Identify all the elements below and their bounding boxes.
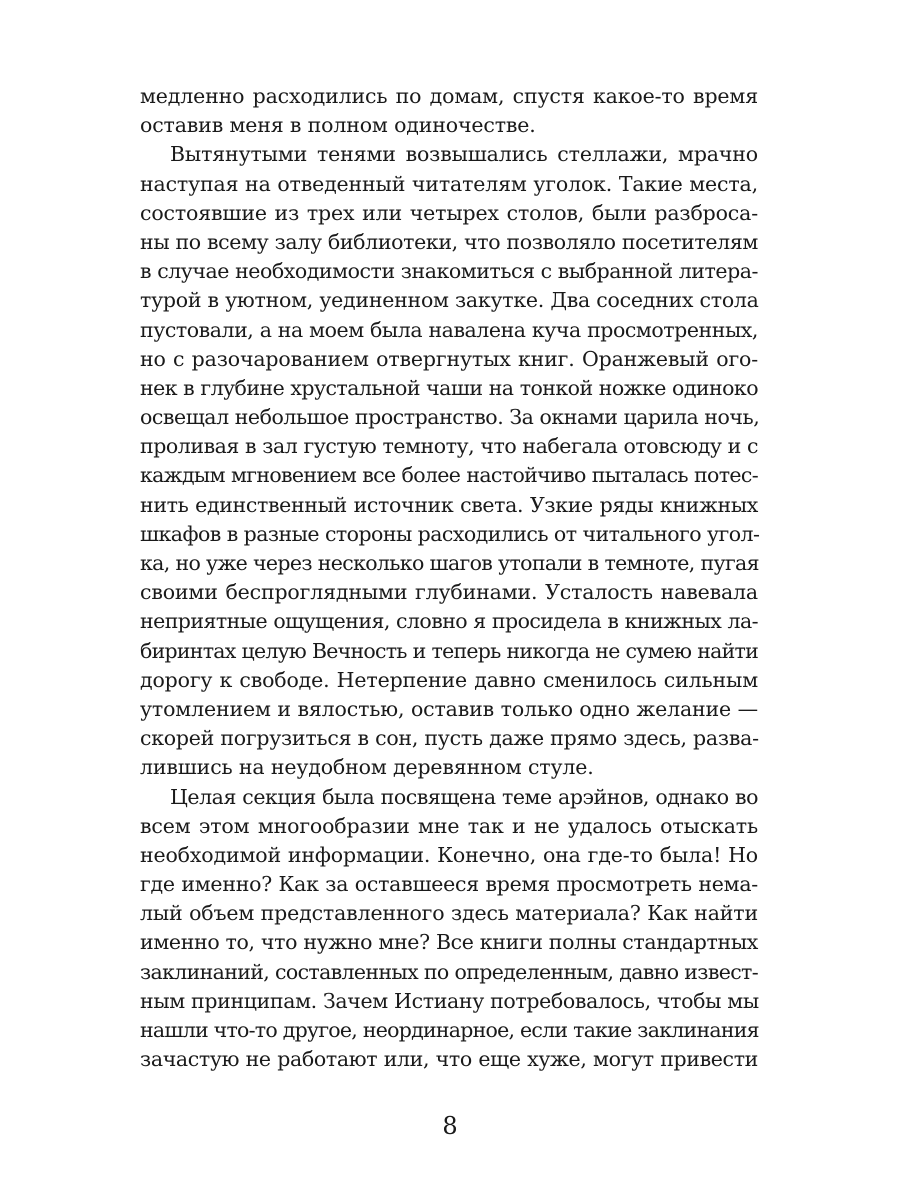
text-line: именно то, что нужно мне? Все книги полны стандартных [140,930,758,955]
text-line: своими беспроглядными глубинами. Усталость навевала [140,580,758,605]
text-line: турой в уютном, уединенном закутке. Два соседних стола [140,288,759,313]
text-line: проливая в зал густую темноту, что набегала отовсюду и с [140,434,758,459]
page-number: 8 [442,1112,458,1140]
text-line: оставив меня в полном одиночестве. [140,113,536,138]
text-line: лившись на неудобном деревянном стуле. [140,755,594,780]
paragraph-3 [140,783,758,1075]
text-line: утомлением и вялостью, оставив только одно желание — [140,696,758,721]
text-line: в случае необходимости знакомиться с выбранной литера- [140,259,758,284]
text-line: всем этом многообразии мне так и не удалось отыскать [140,813,758,838]
text-line: каждым мгновением все более настойчиво пыталась потес- [140,463,758,488]
text-line: нашли что-то другое, неординарное, если такие заклинания [140,1018,759,1042]
text-line: но с разочарованием отвергнутых книг. Оранжевый ого- [140,346,758,371]
text-line: медленно расходились по домам, спустя какое-то время [140,84,758,108]
text-line: Целая секция была посвящена теме арэйнов, однако во [170,784,758,809]
text-line: скорей погрузиться в сон, пусть даже прямо здесь, разва- [140,726,759,751]
text-line: ка, но уже через несколько шагов утопали в темноте, пугая [140,551,759,575]
text-line: заклинаний, составленных по определенным, давно извест- [140,959,758,984]
text-line: биринтах целую Вечность и теперь никогда не сумею найти [140,638,758,663]
text-line: зачастую не работают или, что еще хуже, могут привести [140,1047,758,1072]
text-line: ны по всему залу библиотеки, что позволяло посетителям [140,229,758,254]
text-line: неприятные ощущения, словно я просидела в книжных ла- [140,609,758,634]
text-line: состоявшие из трех или четырех столов, были разброса- [140,200,758,225]
text-line: дорогу к свободе. Нетерпение давно сменилось сильным [140,667,758,692]
text-line: нек в глубине хрустальной чаши на тонкой ножке одиноко [140,375,758,400]
text-line: наступая на отведенный читателям уголок. Такие места, [140,171,758,196]
text-line: ным принципам. Зачем Истиану потребовалось, чтобы мы [140,988,759,1013]
text-line: пустовали, а на моем была навалена куча просмотренных, [140,317,758,342]
text-block [140,82,758,1074]
text-line: необходимой информации. Конечно, она где-то была! Но [140,842,758,867]
text-line: освещал небольшое пространство. За окнами царила ночь, [140,405,760,430]
text-line: нить единственный источник света. Узкие ряды книжных [140,492,758,517]
text-line: где именно? Как за оставшееся время просмотреть нема- [140,872,758,897]
paragraph-2 [140,140,758,782]
text-line: Вытянутыми тенями возвышались стеллажи, мрачно [170,142,758,167]
paragraph-1 [140,82,758,140]
text-line: лый объем представленного здесь материала? Как найти [140,901,758,926]
text-line: шкафов в разные стороны расходились от читального угол- [140,521,760,546]
